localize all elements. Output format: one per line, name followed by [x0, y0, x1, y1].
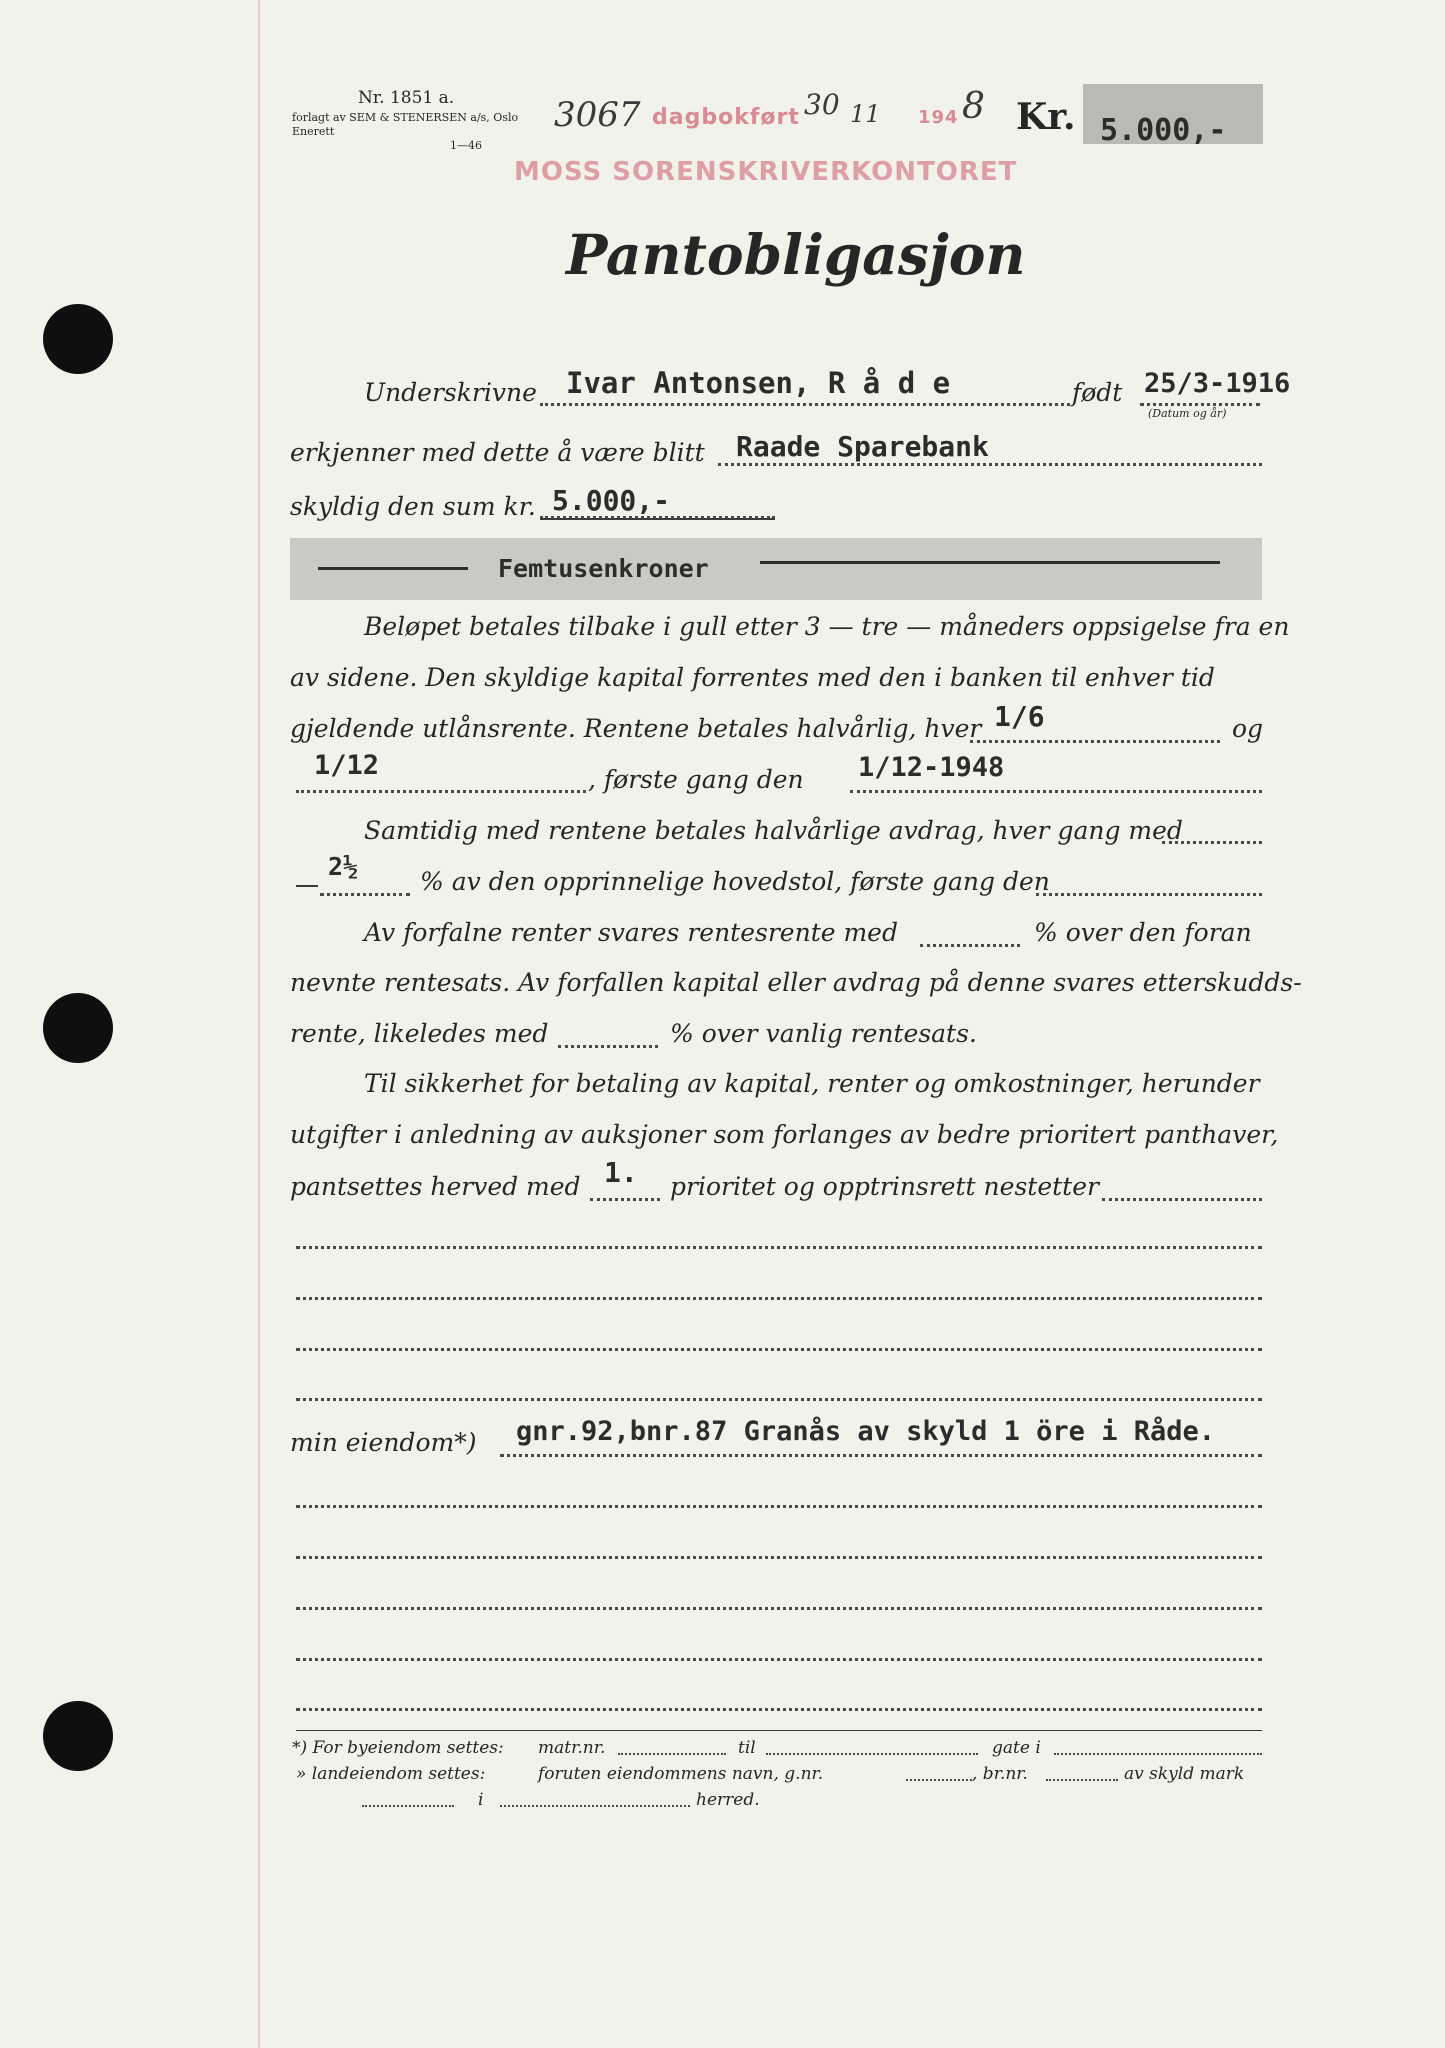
dotted-line [296, 1398, 1262, 1401]
publisher-enerett: Enerett [292, 125, 335, 138]
dotted-line [296, 1556, 1262, 1559]
dotted-line [500, 1454, 1262, 1457]
form-number: Nr. 1851 a. [358, 88, 455, 108]
p3-line2: nevnte rentesats. Av forfallen kapital eller avdrag på denne svares etterskudds- [290, 968, 1302, 997]
dotted-line [920, 944, 1020, 947]
dotted-line [296, 1505, 1262, 1508]
footnote-herred: herred. [696, 1790, 760, 1810]
stamp-day: 30 [804, 88, 840, 121]
creditor-value: Raade Sparebank [736, 430, 989, 463]
document-title: Pantobligasjon [566, 222, 1026, 287]
dotted-line [618, 1753, 726, 1755]
dotted-line [970, 740, 1220, 743]
underskrivne-value: Ivar Antonsen, R å d e [566, 366, 951, 400]
footnote-line2-text: foruten eiendommens navn, g.nr. [538, 1764, 824, 1784]
dotted-line [1036, 893, 1262, 896]
p4-line3a: pantsettes herved med [290, 1172, 581, 1201]
p2-line1: Samtidig med rentene betales halvårlige avdrag, hver gang med [364, 816, 1183, 845]
dotted-line [590, 1198, 660, 1201]
sum-words: Femtusenkroner [498, 554, 709, 583]
p2-line2: % av den opprinnelige hovedstol, første gang den [420, 867, 1050, 896]
dotted-line [1140, 403, 1260, 406]
dotted-line [540, 403, 1070, 406]
footnote-i: i [478, 1790, 484, 1810]
p4-line1: Til sikkerhet for betaling av kapital, renter og omkostninger, herunder [364, 1069, 1260, 1098]
dotted-line [362, 1805, 454, 1807]
banner-rule-right [760, 561, 1220, 564]
p3-line1a: Av forfalne renter svares rentesrente med [364, 918, 898, 947]
fodt-label: født [1072, 378, 1123, 407]
journal-number: 3067 [554, 95, 641, 135]
creditor-label: erkjenner med dette å være blitt [290, 438, 705, 467]
p1-forste-value: 1/12-1948 [858, 752, 1005, 783]
dotted-line [296, 790, 586, 793]
underskrivne-label: Underskrivne [364, 378, 537, 407]
stamp-year-prefix: 194 [918, 107, 959, 128]
dotted-line [296, 1297, 1262, 1300]
sum-underline [540, 518, 775, 520]
p4-priority-value: 1. [604, 1156, 638, 1189]
footnote-til: til [738, 1738, 756, 1758]
p4-line3b: prioritet og opptrinsrett nestetter [670, 1172, 1099, 1201]
dotted-line [1046, 1779, 1118, 1781]
footnote-brnr: , br.nr. [972, 1764, 1028, 1784]
eiendom-value: gnr.92,bnr.87 Granås av skyld 1 öre i Råde. [516, 1416, 1215, 1447]
p1-hver-value: 1/6 [994, 700, 1045, 733]
p2-percent-value: 2½ [328, 852, 359, 881]
dotted-line [718, 463, 1262, 466]
footnote-line2-prefix: » landeiendom settes: [296, 1764, 486, 1784]
banner-rule-left [318, 567, 468, 570]
p1-forste-gang: , første gang den [588, 765, 804, 794]
sum-value: 5.000,- [552, 484, 671, 517]
dotted-line [558, 1045, 658, 1048]
dotted-line [850, 790, 1262, 793]
footnote-skyld: av skyld mark [1124, 1764, 1245, 1784]
footnote-gate: gate i [992, 1738, 1041, 1758]
margin-rule [258, 0, 260, 2048]
p1-og: og [1232, 714, 1264, 743]
p4-line2: utgifter i anledning av auksjoner som forlanges av bedre prioritert panthaver, [290, 1120, 1279, 1149]
footnote-line1-prefix: *) For byeiendom settes: [292, 1738, 504, 1758]
p1-line3: gjeldende utlånsrente. Rentene betales halvårlig, hver [290, 714, 982, 743]
office-stamp: MOSS SORENSKRIVERKONTORET [514, 157, 1018, 187]
stamp-dagbokfort: dagbokført [652, 105, 800, 130]
dotted-line [1102, 1198, 1262, 1201]
p1-line2: av sidene. Den skyldige kapital forrentes med den i banken til enhver tid [290, 663, 1215, 692]
footnote-rule [296, 1730, 1262, 1731]
kr-label: Kr. [1016, 96, 1076, 138]
dotted-line [296, 1348, 1262, 1351]
p1-value2: 1/12 [314, 750, 380, 781]
dotted-line [906, 1779, 972, 1781]
dotted-line [1162, 841, 1262, 844]
p3-line3b: % over vanlig rentesats. [670, 1019, 977, 1048]
dotted-line [500, 1805, 690, 1807]
dotted-line [296, 1708, 1262, 1711]
stamp-year-digit: 8 [962, 86, 985, 127]
fodt-hint: (Datum og år) [1148, 407, 1227, 420]
p1-line1: Beløpet betales tilbake i gull etter 3 — tre — måneders oppsigelse fra en [364, 612, 1290, 641]
binder-hole [43, 993, 113, 1063]
eiendom-label: min eiendom*) [290, 1428, 477, 1457]
dotted-line [1054, 1753, 1262, 1755]
binder-hole [43, 1701, 113, 1771]
fodt-value: 25/3-1916 [1144, 368, 1291, 399]
binder-hole [43, 304, 113, 374]
dash [296, 885, 318, 887]
dotted-line [766, 1753, 978, 1755]
dotted-line [296, 1607, 1262, 1610]
stamp-month: 11 [850, 100, 881, 128]
dotted-line [296, 1246, 1262, 1249]
amount-value: 5.000,- [1100, 113, 1227, 148]
dotted-line [320, 893, 410, 896]
dotted-line [296, 1658, 1262, 1661]
sum-label: skyldig den sum kr. [290, 492, 536, 521]
p3-line3a: rente, likeledes med [290, 1019, 549, 1048]
footnote-matr: matr.nr. [538, 1738, 606, 1758]
publisher-date: 1—46 [450, 139, 482, 152]
p3-line1b: % over den foran [1034, 918, 1252, 947]
publisher-line: forlagt av SEM & STENERSEN a/s, Oslo [292, 111, 519, 124]
